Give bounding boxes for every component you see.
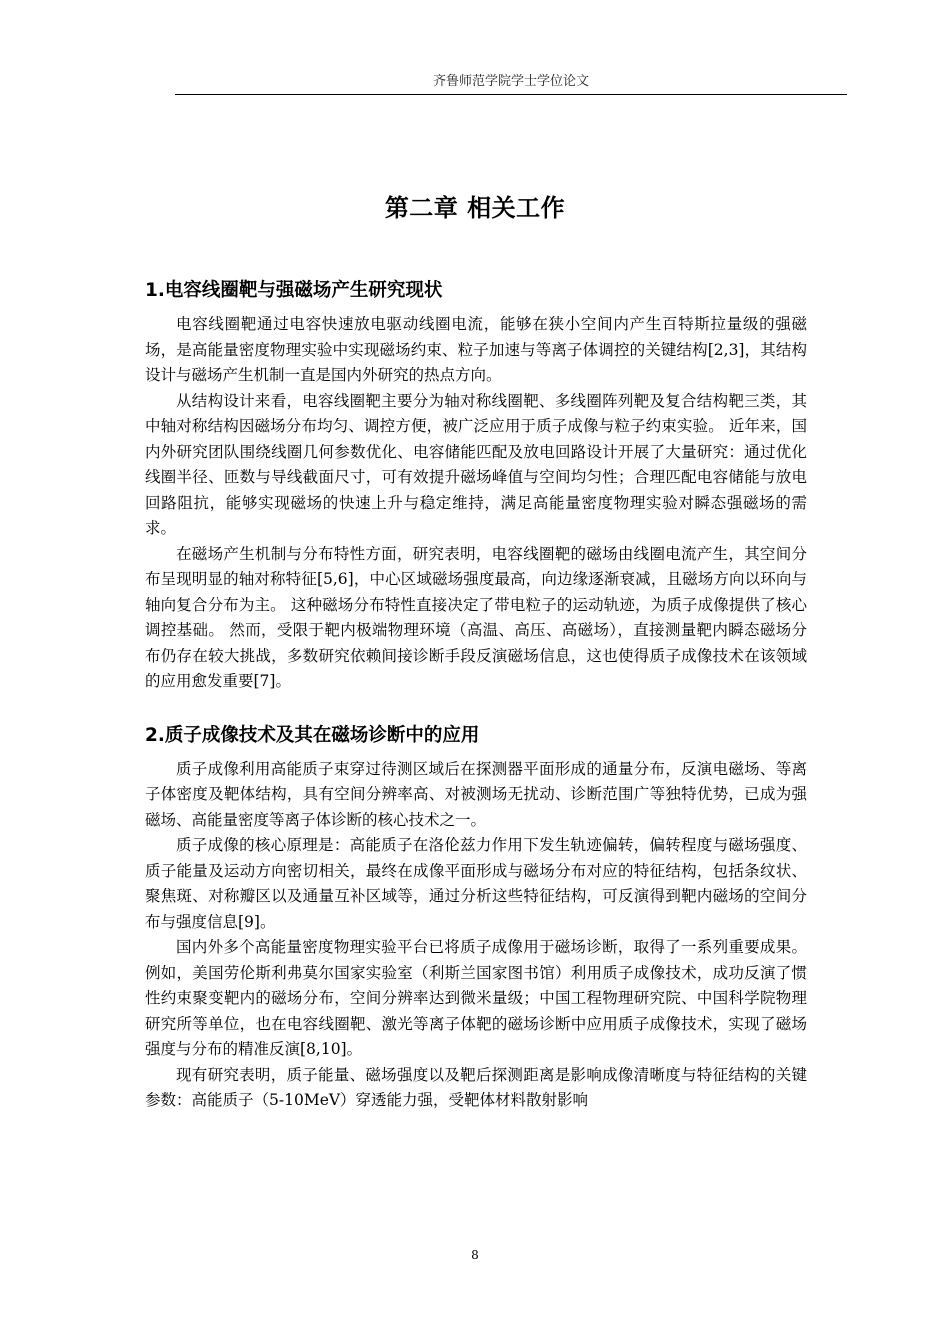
header-divider: [175, 94, 847, 95]
paragraph: 在磁场产生机制与分布特性方面，研究表明，电容线圈靶的磁场由线圈电流产生，其空间分布呈现明显的轴对称特征[5,6]，中心区域磁场强度最高，向边缘逐渐衰减，且磁场方向以环向与轴向复合分布为主。 这种磁场分布特性直接决定了带电粒子的运动轨迹，为质子成像提供了核心调控基础。 然而，受限于靶内极端物理环境（高温、高压、高磁场），直接测量靶内瞬态磁场分布仍存在较大挑战，多数研究依赖间接诊断手段反演磁场信息，这也使得质子成像技术在该领域的应用愈发重要[7]。: [145, 544, 807, 690]
page-number: 8: [471, 1248, 479, 1262]
running-header: 齐鲁师范学院学士学位论文: [432, 74, 589, 89]
chapter-title: 第二章 相关工作: [384, 194, 566, 223]
section-heading-2: 2.质子成像技术及其在磁场诊断中的应用: [145, 724, 480, 746]
paragraph: 质子成像利用高能质子束穿过待测区域后在探测器平面形成的通量分布，反演电磁场、等离子体密度及靶体结构，具有空间分辨率高、对被测场无扰动、诊断范围广等独特优势，已成为强磁场、高能量密度等离子体诊断的核心技术之一。: [145, 759, 807, 829]
paragraph: 质子成像的核心原理是：高能质子在洛伦兹力作用下发生轨迹偏转，偏转程度与磁场强度、质子能量及运动方向密切相关，最终在成像平面形成与磁场分布对应的特征结构，包括条纹状、聚焦斑、对称瓣区以及通量互补区域等，通过分析这些特征结构，可反演得到靶内磁场的空间分布与强度信息[9]。: [145, 836, 807, 931]
paragraph: 现有研究表明，质子能量、磁场强度以及靶后探测距离是影响成像清晰度与特征结构的关键参数：高能质子（5-10MeV）穿透能力强，受靶体材料散射影响: [145, 1065, 807, 1109]
section-heading-1: 1.电容线圈靶与强磁场产生研究现状: [145, 280, 443, 301]
body-content: [145, 274, 807, 1114]
paragraph: 电容线圈靶通过电容快速放电驱动线圈电流，能够在狭小空间内产生百特斯拉量级的强磁场，是高能量密度物理实验中实现磁场约束、粒子加速与等离子体调控的关键结构[2,3]，其结构设计与磁场产生机制一直是国内外研究的热点方向。: [145, 315, 807, 384]
paragraph: 从结构设计来看，电容线圈靶主要分为轴对称线圈靶、多线圈阵列靶及复合结构靶三类，其中轴对称结构因磁场分布均匀、调控方便，被广泛应用于质子成像与粒子约束实验。 近年来，国内外研究团队围绕线圈几何参数优化、电容储能匹配及放电回路设计开展了大量研究：通过优化线圈半径、匝数与导线截面尺寸，可有效提升磁场峰值与空间均匀性；合理匹配电容储能与放电回路阻抗，能够实现磁场的快速上升与稳定维持，满足高能量密度物理实验对瞬态强磁场的需求。: [145, 391, 807, 537]
paragraph: 国内外多个高能量密度物理实验平台已将质子成像用于磁场诊断，取得了一系列重要成果。 例如，美国劳伦斯利弗莫尔国家实验室（利斯兰国家图书馆）利用质子成像技术，成功反演了惯性约束聚变靶内的磁场分布，空间分辨率达到微米量级；中国工程物理研究院、中国科学院物理研究所等单位，也在电容线圈靶、激光等离子体靶的磁场诊断中应用质子成像技术，实现了磁场强度与分布的精准反演[8,10]。: [145, 938, 807, 1058]
